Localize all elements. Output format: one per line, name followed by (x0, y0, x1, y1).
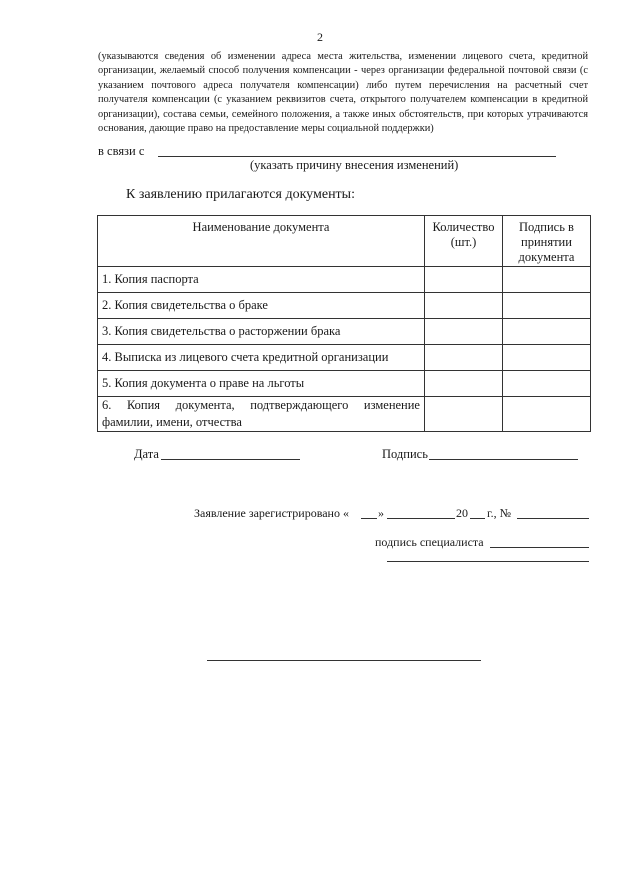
table-header-row (98, 216, 591, 267)
reason-label: в связи с (98, 144, 145, 158)
document-name-cell: 2. Копия свидетельства о браке (98, 293, 425, 319)
registration-prefix: Заявление зарегистрировано « (194, 506, 349, 520)
header-signature: Подпись в принятии документа (503, 216, 591, 267)
reason-field[interactable] (158, 156, 556, 157)
reason-caption: (указать причину внесения изменений) (250, 158, 459, 172)
table-row (98, 345, 591, 371)
quantity-cell[interactable] (425, 319, 503, 345)
date-field[interactable] (161, 459, 300, 460)
quantity-cell[interactable] (425, 397, 503, 432)
quantity-cell[interactable] (425, 267, 503, 293)
signature-field[interactable] (429, 459, 578, 460)
specialist-signature-label: подпись специалиста (375, 535, 484, 549)
quantity-cell[interactable] (425, 345, 503, 371)
registration-month-field[interactable] (387, 518, 455, 519)
signature-cell[interactable] (503, 267, 591, 293)
signature-cell[interactable] (503, 319, 591, 345)
specialist-signature-field[interactable] (490, 547, 589, 548)
documents-table (97, 215, 591, 432)
document-name-cell: 4. Выписка из лицевого счета кредитной организации (98, 345, 425, 371)
date-label: Дата (134, 447, 159, 461)
document-name-cell: 3. Копия свидетельства о расторжении брака (98, 319, 425, 345)
document-name-cell: 5. Копия документа о праве на льготы (98, 371, 425, 397)
registration-year-suffix: г., № (487, 506, 512, 520)
intro-instructions: (указываются сведения об изменении адреса места жительства, изменении лицевого счета, кредитной организации, желаемый способ получения компенсации - через организации федеральной почтовой связи (с указанием почтового адреса получателя компенсации) либо путем перечисления на расчетный счет получателя компенсации (с указанием реквизитов счета, открытого получателем компенсации в кредитной организации), состава семьи, семейного положения, а также иных обстоятельств, при которых утрачиваются основания, дающие право на предоставление меры социальной поддержки) (98, 51, 588, 135)
closing-divider (207, 660, 481, 661)
signature-label: Подпись (382, 447, 428, 461)
table-row (98, 319, 591, 345)
table-row (98, 397, 591, 432)
signature-cell[interactable] (503, 345, 591, 371)
registration-quote-close: » (378, 506, 384, 520)
page-number: 2 (317, 30, 323, 44)
document-name-cell: 6. Копия документа, подтверждающего изменение фамилии, имени, отчества (98, 397, 425, 432)
header-document-name: Наименование документа (98, 216, 425, 267)
attachments-heading: К заявлению прилагаются документы: (126, 187, 355, 202)
registration-number-field[interactable] (517, 518, 589, 519)
registration-day-field[interactable] (361, 518, 377, 519)
specialist-name-field[interactable] (387, 561, 589, 562)
signature-cell[interactable] (503, 397, 591, 432)
table-row (98, 267, 591, 293)
signature-cell[interactable] (503, 293, 591, 319)
table-row (98, 293, 591, 319)
document-name-cell: 1. Копия паспорта (98, 267, 425, 293)
header-quantity: Количество (шт.) (425, 216, 503, 267)
registration-year-prefix: 20 (456, 506, 468, 520)
table-row (98, 371, 591, 397)
quantity-cell[interactable] (425, 293, 503, 319)
signature-cell[interactable] (503, 371, 591, 397)
registration-year-field[interactable] (470, 518, 485, 519)
quantity-cell[interactable] (425, 371, 503, 397)
